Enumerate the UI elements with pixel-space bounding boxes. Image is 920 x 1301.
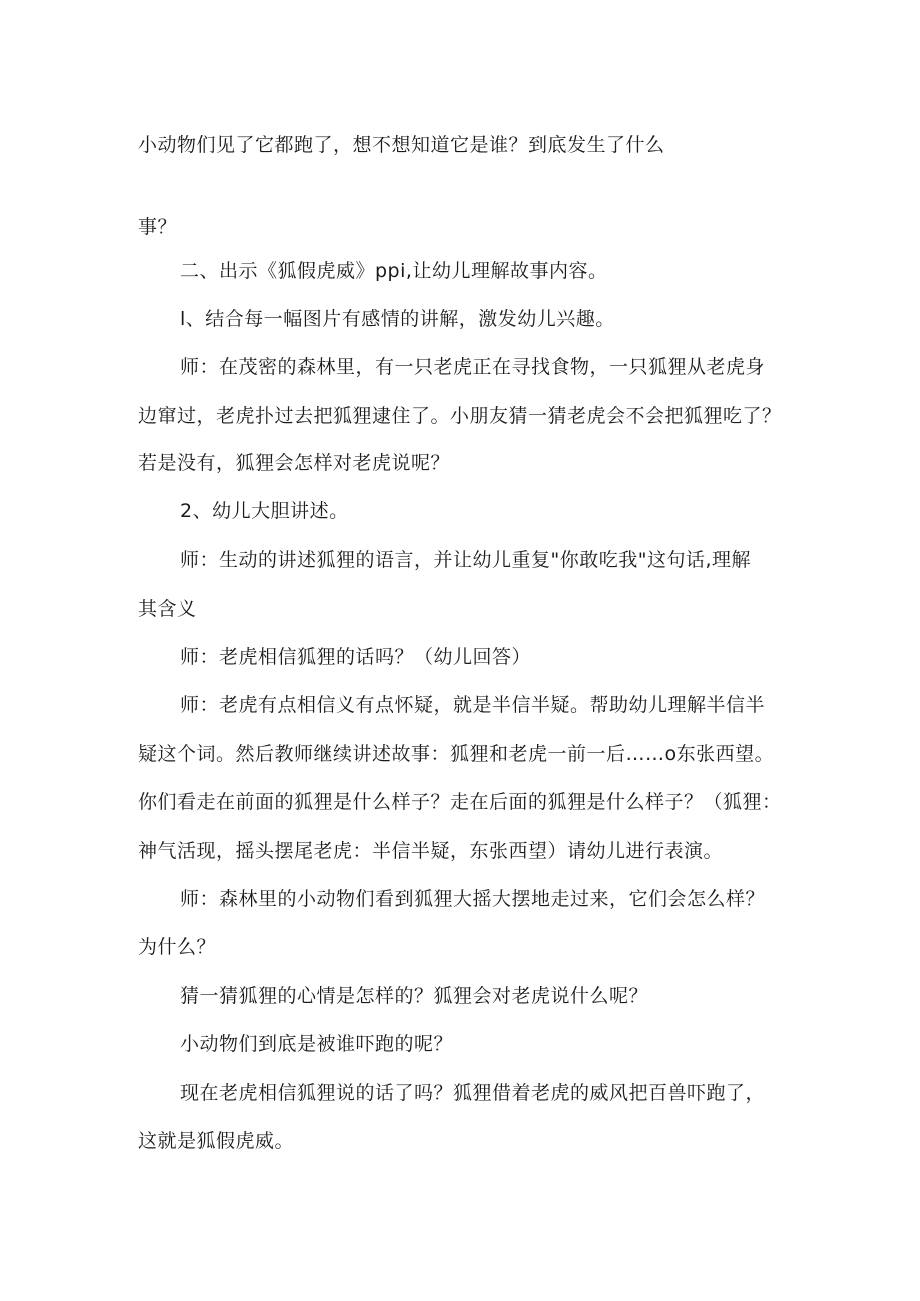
- text-line: 其含义: [138, 598, 197, 620]
- text-line: 师：老虎相信狐狸的话吗？（幼儿回答）: [180, 646, 532, 668]
- text-line: 边窜过，老虎扑过去把狐狸逮住了。小朋友猜一猜老虎会不会把狐狸吃了？: [138, 405, 782, 427]
- text-line: 师：老虎有点相信义有点怀疑，就是半信半疑。帮助幼儿理解半信半: [180, 694, 766, 716]
- text-line: 这就是狐假虎威。: [138, 1130, 295, 1152]
- text-line: 神气活现，摇头摆尾老虎：半信半疑，东张西望）请幼儿进行表演。: [138, 840, 724, 862]
- text-line: 疑这个词。然后教师继续讲述故事：狐狸和老虎一前一后……o东张西望。: [138, 743, 775, 765]
- text-line: 事？: [138, 216, 178, 238]
- text-line: 二、出示《狐假虎威》ppi,让幼儿理解故事内容。: [180, 260, 608, 282]
- text-line: 小动物们见了它都跑了，想不想知道它是谁？到底发生了什么: [138, 134, 665, 156]
- text-line: 现在老虎相信狐狸说的话了吗？狐狸借着老虎的威风把百兽吓跑了，: [180, 1082, 766, 1104]
- text-line: 为什么？: [138, 936, 217, 958]
- text-line: 你们看走在前面的狐狸是什么样子？走在后面的狐狸是什么样子？（狐狸：: [138, 791, 782, 813]
- text-line: 师：在茂密的森林里，有一只老虎正在寻找食物，一只狐狸从老虎身: [180, 356, 766, 378]
- text-line: 小动物们到底是被谁吓跑的呢？: [180, 1033, 454, 1055]
- text-line: 师：生动的讲述狐狸的语言，并让幼儿重复"你敢吃我"这句话,理解: [180, 549, 752, 571]
- text-line: 若是没有，狐狸会怎样对老虎说呢？: [138, 452, 451, 474]
- text-line: 猜一猜狐狸的心情是怎样的？狐狸会对老虎说什么呢？: [180, 985, 649, 1007]
- text-line: 2、幼儿大胆讲述。: [180, 500, 349, 522]
- text-line: l、结合每一幅图片有感情的讲解，激发幼儿兴趣。: [180, 308, 615, 330]
- text-line: 师：森林里的小动物们看到狐狸大摇大摆地走过来，它们会怎么样？: [180, 888, 766, 910]
